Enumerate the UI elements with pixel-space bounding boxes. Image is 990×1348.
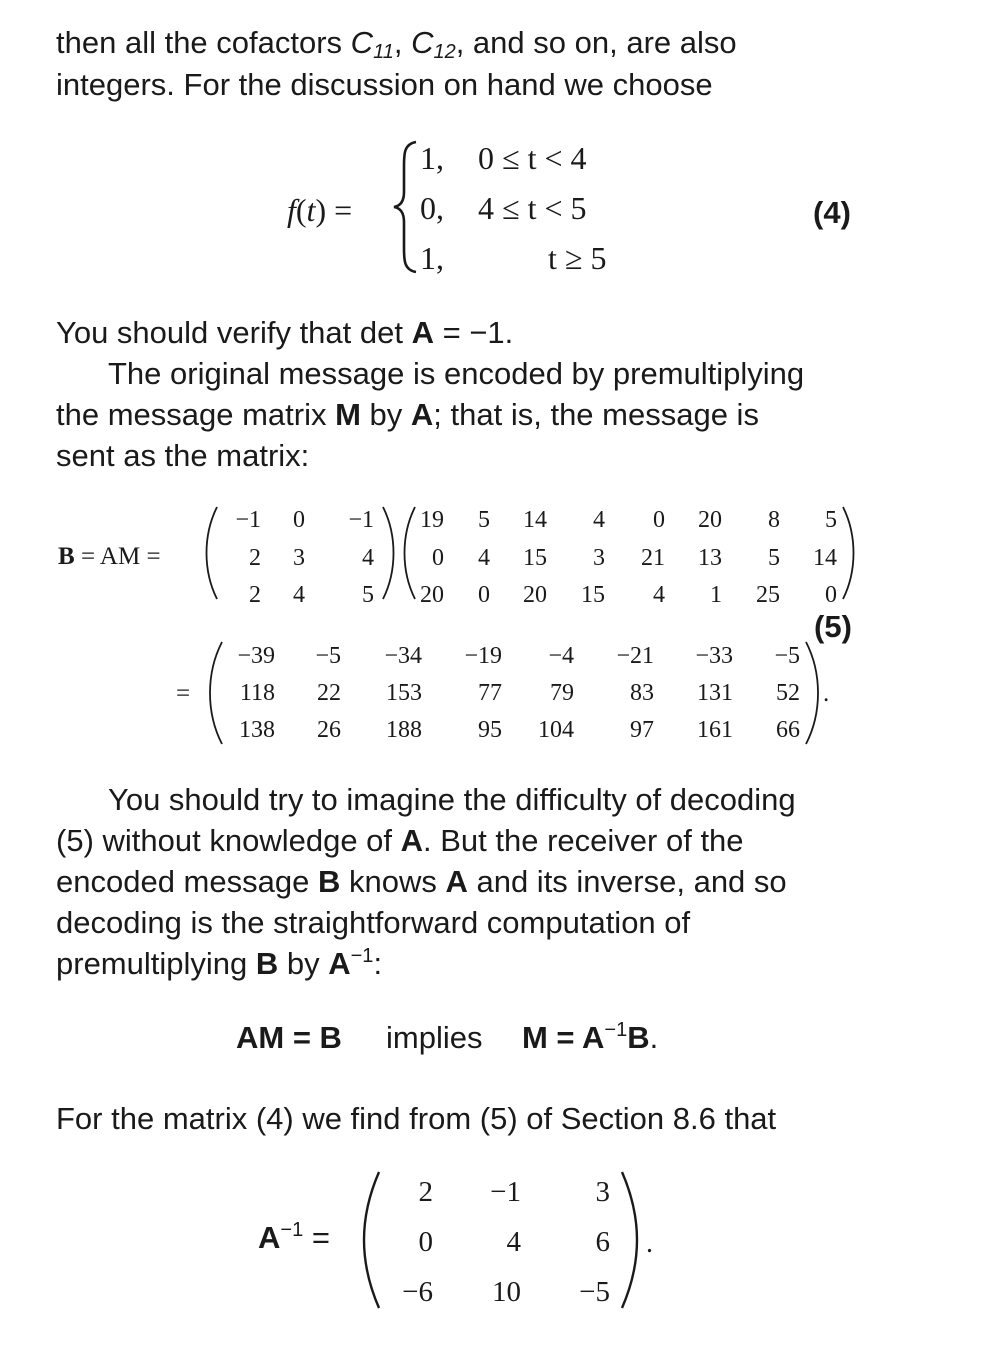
matrix-m-cell: 14 — [523, 507, 547, 533]
eq4-case-2-condition: 4 ≤ t < 5 — [478, 190, 587, 226]
matrix-b-cell: 161 — [697, 717, 733, 743]
decode-implies: implies — [386, 1020, 483, 1055]
eq5-lhs: B = AM = — [58, 543, 161, 570]
matrix-m-cell: 0 — [432, 545, 444, 571]
matrix-b-cell: 138 — [239, 717, 275, 743]
para2-line3: sent as the matrix: — [56, 438, 310, 473]
eq5-M-right-paren — [840, 505, 858, 601]
matrix-b-cell: −4 — [548, 643, 574, 669]
eq4-case-1-value: 1, — [420, 140, 444, 176]
matrix-m-cell: 0 — [478, 582, 490, 608]
matrix-b-cell: −5 — [774, 643, 800, 669]
inverse-matrix-cell: 4 — [506, 1226, 521, 1258]
matrix-m-cell: 5 — [478, 507, 490, 533]
matrix-m-cell: 20 — [420, 582, 444, 608]
inverse-matrix-cell: 3 — [595, 1176, 610, 1208]
inverse-matrix-cell: −6 — [402, 1276, 433, 1308]
matrix-m-cell: 1 — [710, 582, 722, 608]
matrix-m-cell: 15 — [523, 545, 547, 571]
matrix-m-cell: 14 — [813, 545, 837, 571]
matrix-b-cell: 97 — [630, 717, 654, 743]
decode-rhs: $M = A^{-1}B$. — [522, 1019, 659, 1055]
matrix-b-cell: 79 — [550, 680, 574, 706]
eq5-period: . — [823, 680, 830, 707]
inverse-matrix-cell: −5 — [579, 1276, 610, 1308]
matrix-b-cell: 95 — [478, 717, 502, 743]
matrix-b-cell: −19 — [464, 643, 502, 669]
para3-line2: (5) without knowledge of A. But the receiver of the — [56, 823, 744, 858]
matrix-b-cell: 52 — [776, 680, 800, 706]
eq4-brace — [392, 140, 422, 274]
matrix-a-cell: −1 — [348, 507, 374, 533]
inverse-matrix-cell: −1 — [490, 1176, 521, 1208]
matrix-a-cell: −1 — [235, 507, 261, 533]
matrix-b-cell: 77 — [478, 680, 502, 706]
matrix-b-cell: 83 — [630, 680, 654, 706]
eq4-case-1-condition: 0 ≤ t < 4 — [478, 140, 587, 176]
matrix-b-cell: −34 — [384, 643, 422, 669]
para1-line2: integers. For the discussion on hand we choose — [56, 67, 713, 102]
matrix-m-cell: 0 — [653, 507, 665, 533]
matrix-m-cell: 15 — [581, 582, 605, 608]
inverse-matrix-cell: 0 — [418, 1226, 433, 1258]
matrix-b-cell: 131 — [697, 680, 733, 706]
matrix-a-cell: 4 — [362, 545, 374, 571]
matrix-m-cell: 8 — [768, 507, 780, 533]
inverse-period: . — [646, 1228, 653, 1259]
matrix-b-cell: 118 — [239, 680, 275, 706]
matrix-m-cell: 25 — [756, 582, 780, 608]
matrix-m-cell: 5 — [825, 507, 837, 533]
matrix-m-cell: 13 — [698, 545, 722, 571]
matrix-m-cell: 20 — [698, 507, 722, 533]
matrix-m-cell: 19 — [420, 507, 444, 533]
cofactor-c11: $C_{11}$ — [350, 25, 394, 63]
decode-lhs: AM = B — [236, 1020, 342, 1055]
para2-line2: the message matrix M by A; that is, the message is — [56, 397, 759, 432]
matrix-b-cell: −21 — [616, 643, 654, 669]
matrix-a-cell: 3 — [293, 545, 305, 571]
eq4-case-3-value: 1, — [420, 240, 444, 276]
matrix-a-cell: 5 — [362, 582, 374, 608]
para2-line1: The original message is encoded by premultiplying — [108, 356, 805, 391]
matrix-b-cell: 26 — [317, 717, 341, 743]
matrix-b-cell: 188 — [386, 717, 422, 743]
matrix-b-cell: 22 — [317, 680, 341, 706]
matrix-m-cell: 0 — [825, 582, 837, 608]
matrix-a-cell: 0 — [293, 507, 305, 533]
eq4-lhs: f(t) = — [287, 192, 353, 228]
eq4-number: (4) — [813, 195, 851, 230]
matrix-b-cell: −5 — [315, 643, 341, 669]
matrix-b-cell: 153 — [386, 680, 422, 706]
matrix-m-cell: 20 — [523, 582, 547, 608]
para3-line4: decoding is the straightforward computation of — [56, 905, 691, 940]
para3-line1: You should try to imagine the difficulty of decoding — [108, 782, 796, 817]
para3-line3: encoded message B knows A and its inverse, and so — [56, 864, 787, 899]
inverse-matrix-cell: 2 — [418, 1176, 433, 1208]
matrix-a-cell: 2 — [249, 582, 261, 608]
para3-line5: premultiplying B by $A^{-1}$: — [56, 945, 383, 981]
inverse-right-paren — [619, 1170, 643, 1310]
matrix-m-cell: 21 — [641, 545, 665, 571]
matrix-m-cell: 4 — [593, 507, 605, 533]
eq4-case-2-value: 0, — [420, 190, 444, 226]
para2-verify: You should verify that det A = −1. — [56, 315, 514, 350]
matrix-m-cell: 4 — [653, 582, 665, 608]
matrix-b-cell: −39 — [237, 643, 275, 669]
eq5-B-right-paren — [803, 640, 823, 746]
eq5-number: (5) — [814, 609, 852, 644]
matrix-m-cell: 4 — [478, 545, 490, 571]
matrix-b-cell: −33 — [695, 643, 733, 669]
inverse-matrix-cell: 10 — [492, 1276, 521, 1308]
matrix-m-cell: 3 — [593, 545, 605, 571]
matrix-a-cell: 2 — [249, 545, 261, 571]
matrix-a-cell: 4 — [293, 582, 305, 608]
para1-line1: then all the cofactors $C_{11}$, $C_{12}$, and so on, are also — [56, 25, 737, 63]
eq4-case-3-condition: t ≥ 5 — [548, 240, 607, 276]
para4-line1: For the matrix (4) we find from (5) of Section 8.6 that — [56, 1101, 777, 1136]
matrix-b-cell: 66 — [776, 717, 800, 743]
eq5-second-equals: = — [176, 680, 191, 707]
matrix-m-cell: 5 — [768, 545, 780, 571]
cofactor-c12: $C_{12}$ — [411, 25, 456, 63]
matrix-b-cell: 104 — [538, 717, 574, 743]
inverse-matrix-cell: 6 — [595, 1226, 610, 1258]
inverse-lhs: $A^{-1}$ = — [258, 1219, 330, 1255]
